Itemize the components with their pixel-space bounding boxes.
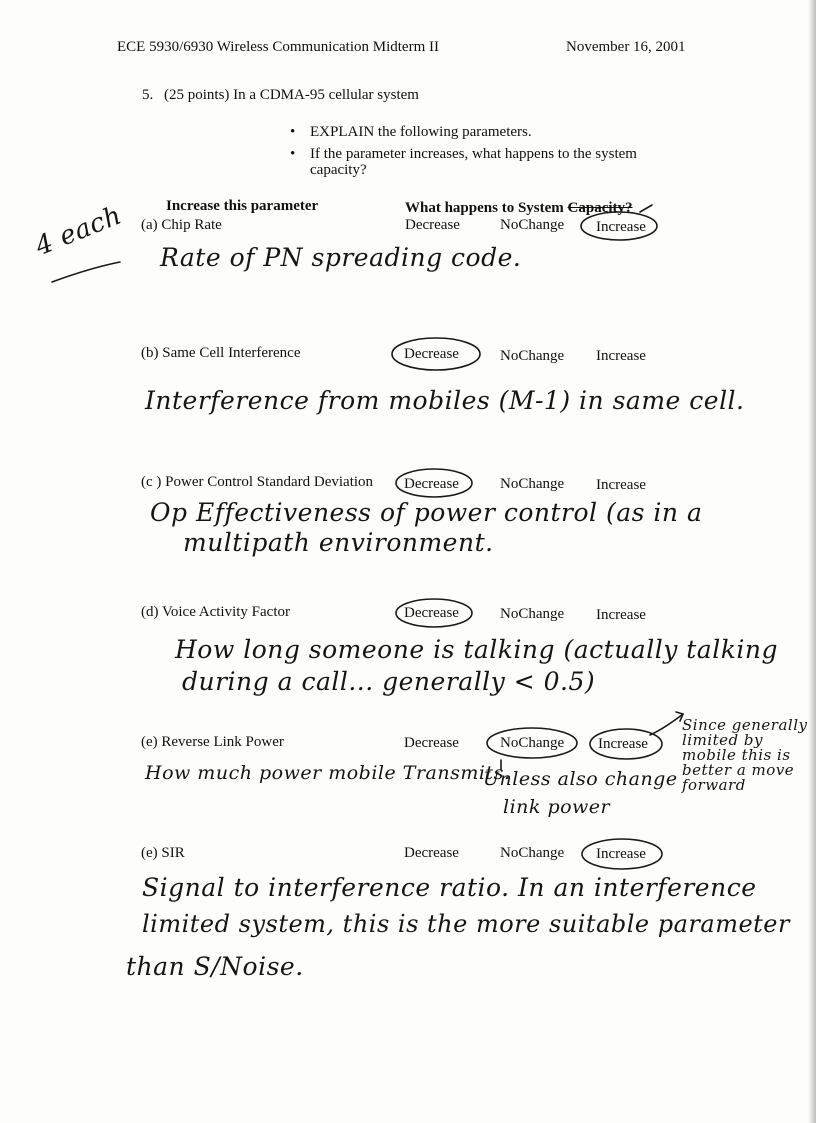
part-d-answer-line2: during a call... generally < 0.5) bbox=[182, 667, 596, 696]
question-text: (25 points) In a CDMA-95 cellular system bbox=[164, 87, 419, 103]
bullet-capacity-cont: capacity? bbox=[310, 162, 367, 178]
course-title: ECE 5930/6930 Wireless Communication Midterm II bbox=[117, 39, 439, 55]
part-b-increase: Increase bbox=[596, 348, 646, 364]
part-f-answer-line2: limited system, this is the more suitable parameter bbox=[142, 910, 790, 938]
part-e-increase: Increase bbox=[598, 736, 648, 752]
part-c-nochange: NoChange bbox=[500, 476, 565, 492]
question-number: 5. bbox=[142, 87, 154, 103]
part-e-label: (e) Reverse Link Power bbox=[141, 734, 284, 750]
grader-mark-underline bbox=[52, 262, 120, 282]
part-c-answer-line1: Op Effectiveness of power control (as in a bbox=[150, 498, 703, 527]
part-f-increase: Increase bbox=[596, 846, 646, 862]
part-a-nochange: NoChange bbox=[500, 217, 565, 233]
arrow-to-side-note bbox=[650, 714, 683, 735]
part-f-label: (e) SIR bbox=[141, 845, 185, 861]
part-f-nochange: NoChange bbox=[500, 845, 565, 861]
column-header-capacity: What happens to System Capacity? bbox=[405, 200, 633, 216]
part-f-answer-line1: Signal to interference ratio. In an interference bbox=[142, 873, 757, 902]
part-c-answer-line2: multipath environment. bbox=[183, 528, 494, 557]
exam-date: November 16, 2001 bbox=[566, 39, 686, 55]
part-d-increase: Increase bbox=[596, 607, 646, 623]
part-d-answer-line1: How long someone is talking (actually talking bbox=[175, 635, 778, 664]
part-e-answer: How much power mobile Transmits. bbox=[145, 762, 511, 784]
scan-edge-shadow bbox=[808, 0, 816, 1123]
part-c-decrease: Decrease bbox=[404, 476, 459, 492]
part-e-side-note: Since generally limited by mobile this is better a move forward bbox=[682, 716, 808, 794]
part-e-nochange: NoChange bbox=[500, 735, 565, 751]
part-c-increase: Increase bbox=[596, 477, 646, 493]
part-c-label: (c ) Power Control Standard Deviation bbox=[141, 474, 374, 490]
part-b-label: (b) Same Cell Interference bbox=[141, 345, 301, 361]
part-a-increase: Increase bbox=[596, 219, 646, 235]
part-e-note-line1: Unless also change bbox=[483, 768, 678, 790]
part-a-decrease: Decrease bbox=[405, 217, 460, 233]
grader-mark: 4 each bbox=[31, 200, 126, 262]
part-e-decrease: Decrease bbox=[404, 735, 459, 751]
bullet-capacity: • If the parameter increases, what happens to the system bbox=[310, 147, 637, 162]
part-f-answer-line3: than S/Noise. bbox=[126, 952, 304, 981]
part-d-decrease: Decrease bbox=[404, 605, 459, 621]
part-b-nochange: NoChange bbox=[500, 348, 565, 364]
part-d-label: (d) Voice Activity Factor bbox=[141, 604, 291, 620]
part-a-label: (a) Chip Rate bbox=[141, 217, 222, 233]
part-e-note-line2: link power bbox=[503, 796, 611, 818]
part-b-decrease: Decrease bbox=[404, 346, 459, 362]
column-header-parameter: Increase this parameter bbox=[166, 198, 319, 214]
bullet-explain: • EXPLAIN the following parameters. bbox=[310, 125, 532, 140]
tick-part-a bbox=[640, 205, 652, 212]
part-f-decrease: Decrease bbox=[404, 845, 459, 861]
part-d-nochange: NoChange bbox=[500, 606, 565, 622]
part-a-answer: Rate of PN spreading code. bbox=[160, 243, 522, 272]
struck-capacity-word: Capacity? bbox=[567, 200, 633, 216]
part-b-answer: Interference from mobiles (M-1) in same cell. bbox=[145, 386, 745, 415]
